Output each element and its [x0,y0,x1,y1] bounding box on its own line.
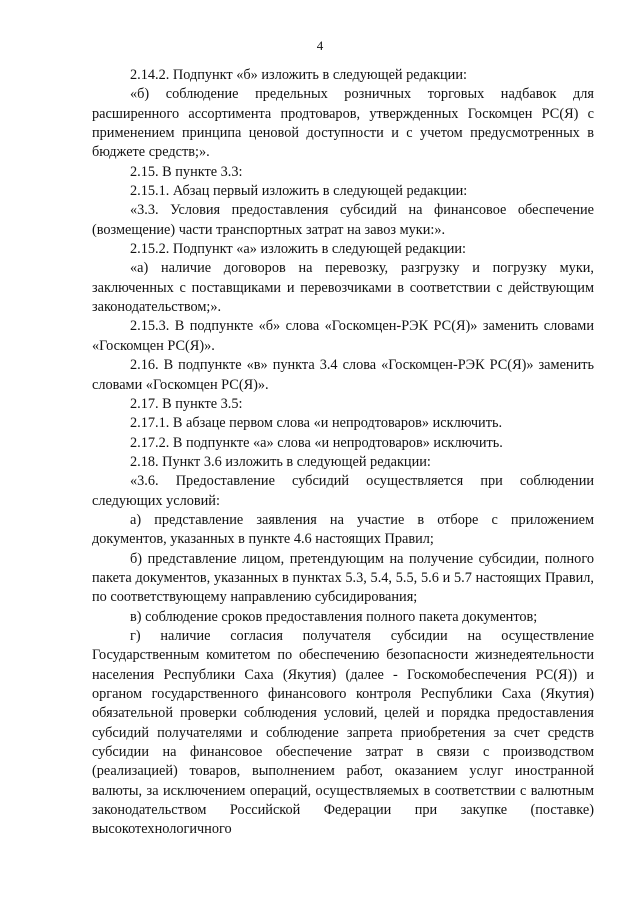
paragraph: 2.16. В подпункте «в» пункта 3.4 слова «Госкомцен-РЭК РС(Я)» заменить словами «Госкомцен РС(Я)». [92,357,594,393]
paragraph: г) наличие согласия получателя субсидии на осуществление Государственным комитетом по обеспечению безопасности жизнедеятельности населения Республики Саха (Якутия) (далее - Госкомобеспечения РС(Я)) и органом государственного финансового контроля Республики Саха (Якутия) обязательной проверки соблюдения условий, целей и порядка предоставления субсидий получателями и соблюдение запрета приобретения за счет средств субсидии на финансовое обеспечение затрат в связи с производством (реализацией) товаров, выполнением работ, оказанием услуг иностранной валюты, за исключением операций, осуществляемых в соответствии с валютным законодательством Российской Федерации при закупке (поставке) высокотехнологичного [92,627,594,838]
paragraph: а) представление заявления на участие в отборе с приложением документов, указанных в пункте 4.6 настоящих Правил; [92,511,594,548]
paragraph: 2.15. В пункте 3.3: [130,163,243,180]
paragraph: 2.18. Пункт 3.6 изложить в следующей редакции: [130,453,431,470]
paragraph: 2.17.1. В абзаце первом слова «и непродтоваров» исключить. [130,415,503,432]
paragraph: 2.17.2. В подпункте «а» слова «и непродтоваров» исключить. [130,434,503,451]
paragraph: «3.3. Условия предоставления субсидий на финансовое обеспечение (возмещение) части транспортных затрат на завоз муки:». [92,202,594,238]
paragraph: в) соблюдение сроков предоставления полного пакета документов; [130,608,538,625]
paragraph: 2.14.2. Подпункт «б» изложить в следующей редакции: [130,67,467,83]
paragraph: 2.15.2. Подпункт «а» изложить в следующей редакции: [130,241,467,258]
paragraph: «а) наличие договоров на перевозку, разгрузку и погрузку муки, заключенных с поставщиками и перевозчиками в соответствии с действующим законодательством;». [92,260,594,316]
paragraph: «3.6. Предоставление субсидий осуществляется при соблюдении следующих условий: [92,473,594,509]
paragraph: 2.15.1. Абзац первый изложить в следующей редакции: [130,183,468,200]
document-body [92,66,594,840]
paragraph: б) представление лицом, претендующим на получение субсидии, полного пакета документов, указанных в пунктах 5.3, 5.4, 5.5, 5.6 и 5.7 настоящих Правил, по соответствующему направлению субсидирования; [92,550,594,606]
paragraph: 2.15.3. В подпункте «б» слова «Госкомцен-РЭК РС(Я)» заменить словами «Госкомцен РС(Я)». [92,318,594,354]
page-number: 4 [316,38,324,53]
paragraph: «б) соблюдение предельных розничных торговых надбавок для расширенного ассортимента продтоваров, утвержденных Госкомцен РС(Я) с применением принципа ценовой доступности и с учетом предусмотренных в бюджете средств;». [92,86,594,161]
paragraph: 2.17. В пункте 3.5: [130,395,243,412]
